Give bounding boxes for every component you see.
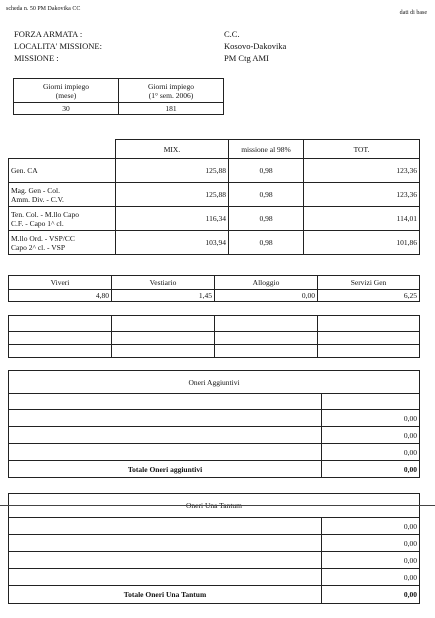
tot-value: 114,01: [304, 207, 420, 231]
giorni-sem-header: Giorni impiego (1° sem. 2006): [119, 79, 224, 103]
onere-value: 0,00: [322, 444, 420, 461]
onere-value: 0,00: [322, 552, 420, 569]
viveri-value: 4,80: [9, 290, 112, 302]
giorni-mese-value: 30: [14, 103, 119, 115]
giorni-sem-value: 181: [119, 103, 224, 115]
oneri-aggiuntivi-table: [8, 370, 420, 478]
empty-grid: [8, 315, 420, 358]
missione-value: 0,98: [229, 231, 304, 255]
scan-strike-line: [0, 505, 435, 506]
vestiario-value: 1,45: [112, 290, 215, 302]
sheet-section-label: dati di base: [399, 10, 427, 16]
missione-value: PM Ctg AMI: [224, 53, 269, 63]
missione-header: missione al 98%: [229, 140, 304, 159]
missione-label: MISSIONE :: [14, 53, 59, 63]
giorni-mese-header: Giorni impiego (mese): [14, 79, 119, 103]
table-row: [9, 231, 420, 255]
missione-value: 0,98: [229, 159, 304, 183]
table-row: [9, 159, 420, 183]
mix-header: MIX.: [116, 140, 229, 159]
row-label: Ten. Col. - M.llo Capo C.F. - Capo 1^ cl.: [9, 207, 116, 231]
localita-value: Kosovo-Dakovika: [224, 41, 287, 51]
totale-oneri-aggiuntivi-value: 0,00: [322, 461, 420, 478]
mix-value: 116,34: [116, 207, 229, 231]
oneri-una-tantum-table: [8, 493, 420, 604]
tot-value: 101,86: [304, 231, 420, 255]
main-cost-table: [8, 139, 420, 255]
mix-value: 103,94: [116, 231, 229, 255]
totale-oneri-una-tantum-label: Totale Oneri Una Tantum: [9, 586, 322, 604]
forza-armata-label: FORZA ARMATA :: [14, 29, 83, 39]
onere-value: 0,00: [322, 410, 420, 427]
alloggio-header: Alloggio: [215, 276, 318, 290]
row-label: Gen. CA: [9, 159, 116, 183]
oneri-aggiuntivi-title: Oneri Aggiuntivi: [9, 371, 420, 394]
viveri-table: [8, 275, 420, 302]
localita-label: LOCALITA' MISSIONE:: [14, 41, 102, 51]
table-row: [9, 552, 420, 569]
onere-value: 0,00: [322, 535, 420, 552]
totale-oneri-una-tantum-value: 0,00: [322, 586, 420, 604]
table-row: [9, 518, 420, 535]
totale-oneri-aggiuntivi-label: Totale Oneri aggiuntivi: [9, 461, 322, 478]
row-label: M.llo Ord. - VSP/CC Capo 2^ cl. - VSP: [9, 231, 116, 255]
mix-value: 125,88: [116, 183, 229, 207]
viveri-header: Viveri: [9, 276, 112, 290]
table-row: [9, 207, 420, 231]
table-row: [9, 535, 420, 552]
table-row: [9, 569, 420, 586]
servizi-gen-value: 6,25: [318, 290, 420, 302]
onere-value: 0,00: [322, 518, 420, 535]
tot-value: 123,36: [304, 159, 420, 183]
onere-value: 0,00: [322, 427, 420, 444]
mix-value: 125,88: [116, 159, 229, 183]
missione-value: 0,98: [229, 207, 304, 231]
forza-armata-value: C.C.: [224, 29, 240, 39]
row-label: Mag. Gen - Col. Amm. Div. - C.V.: [9, 183, 116, 207]
giorni-table: [13, 78, 224, 115]
servizi-gen-header: Servizi Gen: [318, 276, 420, 290]
sheet-id: scheda n. 50 PM Dakovika CC: [6, 6, 81, 12]
table-row: [9, 427, 420, 444]
table-row: [9, 444, 420, 461]
alloggio-value: 0,00: [215, 290, 318, 302]
onere-value: 0,00: [322, 569, 420, 586]
vestiario-header: Vestiario: [112, 276, 215, 290]
tot-value: 123,36: [304, 183, 420, 207]
table-row: [9, 183, 420, 207]
missione-value: 0,98: [229, 183, 304, 207]
table-row: [9, 410, 420, 427]
tot-header: TOT.: [304, 140, 420, 159]
